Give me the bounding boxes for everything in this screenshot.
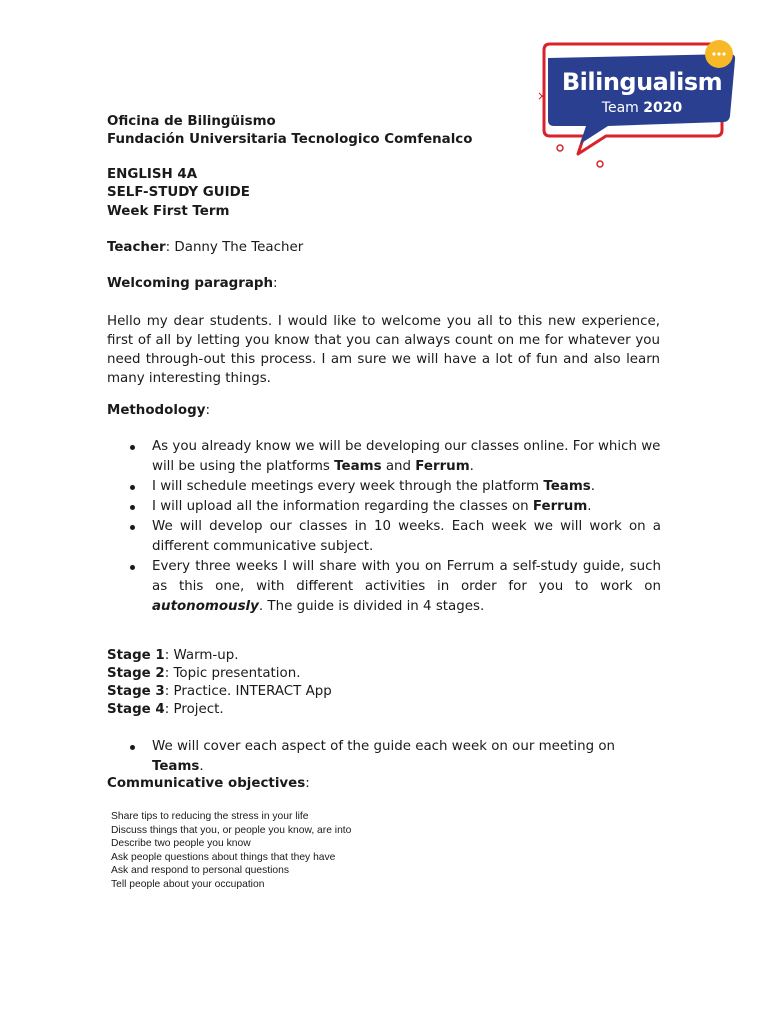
stage-1: Stage 1: Warm-up. (107, 648, 239, 663)
stage-3: Stage 3: Practice. INTERACT App (107, 684, 332, 699)
welcoming-paragraph: Hello my dear students. I would like to welcome you all to this new experience, first of all by letting you know that you can always count on me for whatever you need through-out this process. I am sure we will have a lot of fun and also learn many interesting things. (107, 314, 660, 386)
teacher-line: Teacher: Danny The Teacher (107, 240, 304, 255)
objective-item: Ask people questions about things that they have (111, 851, 336, 863)
objective-item: Tell people about your occupation (111, 878, 265, 890)
list-item: We will develop our classes in 10 weeks. Each week we will work on a different communicative subject. (107, 517, 661, 557)
list-item: As you already know we will be developing our classes online. For which we will be using the platforms Teams and Ferrum. (107, 437, 661, 477)
list-item: I will upload all the information regarding the classes on Ferrum. (107, 497, 661, 517)
objectives-heading: Communicative objectives: (107, 776, 310, 791)
guide-title: SELF-STUDY GUIDE (107, 185, 250, 200)
objective-item: Describe two people you know (111, 838, 251, 849)
stage-4: Stage 4: Project. (107, 702, 224, 717)
logo-subtitle: Team 2020 (601, 100, 683, 116)
logo-title: Bilingualism (561, 68, 723, 96)
list-item: I will schedule meetings every week through the platform Teams. (107, 477, 661, 497)
course-name: ENGLISH 4A (107, 167, 198, 182)
cover-note-list (107, 737, 661, 777)
office-name: Oficina de Bilingüismo (107, 114, 276, 129)
week-label: Week First Term (107, 204, 230, 219)
objective-item: Discuss things that you, or people you know, are into (111, 824, 352, 836)
list-item: Every three weeks I will share with you on Ferrum a self-study guide, such as this one, with different activities in order for you to work on autonomously. The guide is divided in 4 stages. (107, 557, 661, 617)
objectives-list (111, 810, 351, 891)
welcoming-heading: Welcoming paragraph: (107, 276, 278, 291)
institution-name: Fundación Universitaria Tecnologico Comfenalco (107, 132, 473, 147)
methodology-heading: Methodology: (107, 403, 210, 418)
objective-item: Share tips to reducing the stress in your life (111, 811, 309, 822)
objective-item: Ask and respond to personal questions (111, 865, 290, 876)
svg-text:×: × (537, 89, 548, 103)
list-item: We will cover each aspect of the guide each week on our meeting on Teams. (107, 737, 661, 777)
methodology-list (107, 437, 661, 617)
bilingualism-team-logo (536, 38, 742, 170)
stage-2: Stage 2: Topic presentation. (107, 666, 301, 681)
